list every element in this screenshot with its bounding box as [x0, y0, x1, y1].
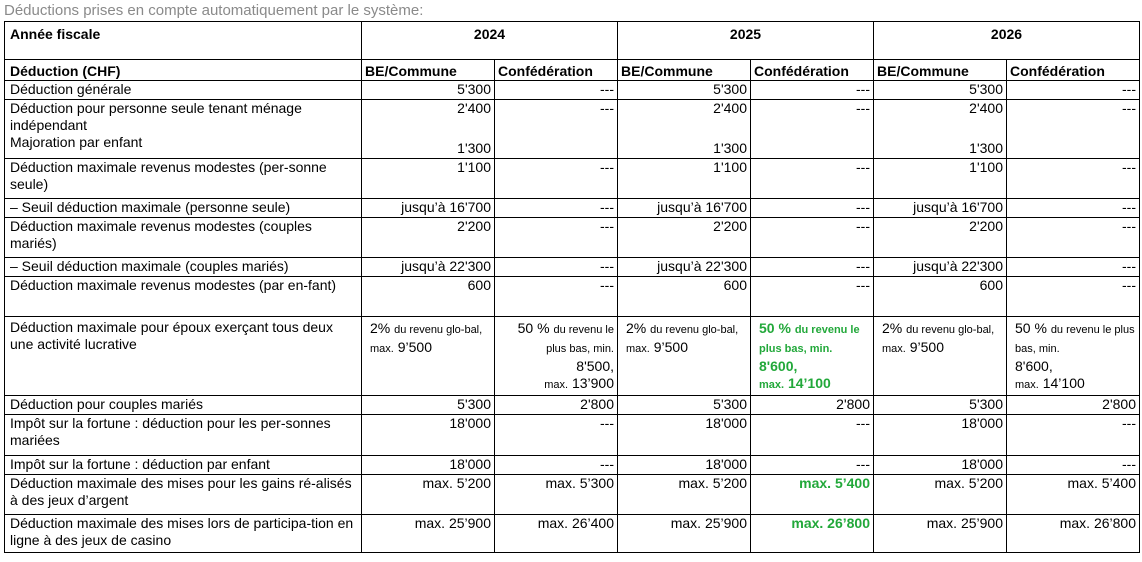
table-row — [5, 475, 1140, 515]
max: 14’100 — [1042, 375, 1085, 391]
cell: 5'300 — [362, 81, 495, 100]
cell: --- — [1007, 218, 1140, 258]
desc: du revenu glo-bal, max. — [626, 324, 739, 355]
cell: --- — [751, 415, 874, 456]
row-label: Déduction générale — [5, 81, 362, 100]
col-conf-2025: Confédération — [751, 60, 874, 81]
cell: 5'300 — [362, 396, 495, 415]
row-label-line: Majoration par enfant — [10, 134, 143, 150]
cell: --- — [1007, 456, 1140, 475]
deduction-label: Déduction (CHF) — [5, 60, 362, 81]
cell — [495, 317, 618, 396]
min: 8'600, — [759, 358, 798, 374]
table-caption: Déductions prises en compte automatiquement par le système: — [4, 2, 424, 19]
row-label: Déduction maximale revenus modestes (couples mariés) — [5, 218, 362, 258]
cell — [751, 317, 874, 396]
cell: 5'300 — [874, 396, 1007, 415]
desc: du revenu le plus bas, min. — [1015, 324, 1135, 355]
cell: --- — [1007, 100, 1140, 159]
col-be-2025: BE/Commune — [618, 60, 751, 81]
cell: 18'000 — [618, 415, 751, 456]
cell: max. 5’200 — [362, 475, 495, 515]
cell: 5'300 — [874, 81, 1007, 100]
cell: 18'000 — [618, 456, 751, 475]
cell: 1'100 — [618, 159, 751, 199]
column-header-row — [5, 60, 1140, 81]
desc: du revenu glo-bal, max. — [882, 324, 995, 355]
cell: 600 — [874, 277, 1007, 317]
table-row — [5, 159, 1140, 199]
cell-value: 1'300 — [457, 140, 491, 156]
col-be-2024: BE/Commune — [362, 60, 495, 81]
cell: max. 5’200 — [618, 475, 751, 515]
pct: 50 % — [1015, 320, 1047, 336]
table-row — [5, 258, 1140, 277]
year-header-row — [5, 22, 1140, 60]
max: 14’100 — [787, 375, 831, 391]
cell: 600 — [618, 277, 751, 317]
cell: max. 26’400 — [495, 515, 618, 553]
cell — [618, 317, 751, 396]
max: 9’500 — [909, 339, 944, 355]
cell: 2'200 — [874, 218, 1007, 258]
cell: jusqu’à 16'700 — [362, 199, 495, 218]
cell: --- — [495, 199, 618, 218]
table-row — [5, 515, 1140, 553]
cell: --- — [495, 415, 618, 456]
cell: --- — [1007, 277, 1140, 317]
row-label: – Seuil déduction maximale (couples mariés) — [5, 258, 362, 277]
cell: --- — [751, 277, 874, 317]
fiscal-year-label: Année fiscale — [5, 22, 362, 60]
cell-value: 2'400 — [457, 100, 491, 116]
cell: 2'800 — [1007, 396, 1140, 415]
year-2026: 2026 — [874, 22, 1140, 60]
cell: 2'200 — [362, 218, 495, 258]
row-label: Déduction maximale pour époux exerçant tous deux une activité lucrative — [5, 317, 362, 396]
cell: --- — [1007, 199, 1140, 218]
cell: max. 5’400 — [751, 475, 874, 515]
max-label: max. — [1015, 379, 1039, 391]
col-conf-2026: Confédération — [1007, 60, 1140, 81]
desc: du revenu le plus bas, min. — [759, 324, 860, 355]
cell: 2'800 — [751, 396, 874, 415]
row-label: Déduction pour couples mariés — [5, 396, 362, 415]
cell-value: 1'300 — [713, 140, 747, 156]
row-label: Déduction maximale des mises pour les gains ré-alisés à des jeux d’argent — [5, 475, 362, 515]
row-label-line: Déduction pour personne seule tenant ménage indépendant — [10, 100, 302, 133]
cell: --- — [1007, 159, 1140, 199]
cell: 18'000 — [874, 415, 1007, 456]
cell: 600 — [362, 277, 495, 317]
cell: 1'100 — [874, 159, 1007, 199]
pct: 50 % — [759, 320, 791, 336]
table-row — [5, 81, 1140, 100]
max-label: max. — [759, 379, 785, 391]
cell: 18'000 — [874, 456, 1007, 475]
cell — [874, 317, 1007, 396]
table-row — [5, 199, 1140, 218]
cell: --- — [495, 100, 618, 159]
cell — [1007, 317, 1140, 396]
cell: 18'000 — [362, 456, 495, 475]
row-label: Déduction maximale revenus modestes (per-sonne seule) — [5, 159, 362, 199]
cell — [362, 100, 495, 159]
col-conf-2024: Confédération — [495, 60, 618, 81]
cell: --- — [495, 218, 618, 258]
col-be-2026: BE/Commune — [874, 60, 1007, 81]
cell: jusqu’à 16'700 — [874, 199, 1007, 218]
cell: max. 5’300 — [495, 475, 618, 515]
max-label: max. — [544, 379, 569, 391]
max: 9’500 — [397, 339, 432, 355]
desc: du revenu le plus bas, min. — [546, 324, 614, 355]
cell: jusqu’à 22'300 — [874, 258, 1007, 277]
row-label: Impôt sur la fortune : déduction par enfant — [5, 456, 362, 475]
cell: --- — [495, 456, 618, 475]
cell: max. 25’900 — [618, 515, 751, 553]
cell: --- — [495, 159, 618, 199]
cell: --- — [1007, 81, 1140, 100]
min: 8'500, — [576, 358, 614, 374]
table-row — [5, 396, 1140, 415]
cell — [874, 100, 1007, 159]
cell: max. 5’400 — [1007, 475, 1140, 515]
cell: max. 5’200 — [874, 475, 1007, 515]
cell-value: 2'400 — [969, 100, 1003, 116]
cell: --- — [751, 258, 874, 277]
table-row — [5, 277, 1140, 317]
row-label: Déduction maximale des mises lors de participa-tion en ligne à des jeux de casino — [5, 515, 362, 553]
year-2024: 2024 — [362, 22, 618, 60]
cell: --- — [495, 277, 618, 317]
cell-value: 2'400 — [713, 100, 747, 116]
row-label — [5, 100, 362, 159]
cell: --- — [495, 258, 618, 277]
pct: 2% — [626, 320, 647, 336]
cell: --- — [751, 456, 874, 475]
cell: max. 25’900 — [362, 515, 495, 553]
row-label: – Seuil déduction maximale (personne seule) — [5, 199, 362, 218]
cell: 2'800 — [495, 396, 618, 415]
desc: du revenu glo-bal, max. — [370, 324, 483, 355]
cell — [618, 100, 751, 159]
pct: 50 % — [517, 320, 550, 336]
max: 9’500 — [653, 339, 688, 355]
table-row — [5, 100, 1140, 159]
table-row — [5, 415, 1140, 456]
min: 8'600, — [1015, 358, 1053, 374]
table-row — [5, 317, 1140, 396]
cell: max. 26’800 — [751, 515, 874, 553]
cell: 2'200 — [618, 218, 751, 258]
cell: --- — [751, 100, 874, 159]
cell: --- — [751, 159, 874, 199]
year-2025: 2025 — [618, 22, 874, 60]
cell: 5'300 — [618, 81, 751, 100]
max: 13’900 — [571, 375, 614, 391]
cell — [362, 317, 495, 396]
cell: jusqu’à 22'300 — [618, 258, 751, 277]
cell: 5'300 — [618, 396, 751, 415]
pct: 2% — [370, 320, 391, 336]
table-row — [5, 218, 1140, 258]
deductions-table — [4, 21, 1140, 553]
cell: max. 25’900 — [874, 515, 1007, 553]
table-row — [5, 456, 1140, 475]
cell: --- — [751, 81, 874, 100]
cell: 1'100 — [362, 159, 495, 199]
cell: 18'000 — [362, 415, 495, 456]
cell: max. 26’800 — [1007, 515, 1140, 553]
cell: --- — [1007, 258, 1140, 277]
cell: --- — [751, 199, 874, 218]
cell: jusqu’à 22'300 — [362, 258, 495, 277]
cell: --- — [495, 81, 618, 100]
cell: jusqu’à 16'700 — [618, 199, 751, 218]
pct: 2% — [882, 320, 903, 336]
row-label: Déduction maximale revenus modestes (par en-fant) — [5, 277, 362, 317]
row-label: Impôt sur la fortune : déduction pour les per-sonnes mariées — [5, 415, 362, 456]
cell-value: 1'300 — [969, 140, 1003, 156]
cell: --- — [1007, 415, 1140, 456]
cell: --- — [751, 218, 874, 258]
